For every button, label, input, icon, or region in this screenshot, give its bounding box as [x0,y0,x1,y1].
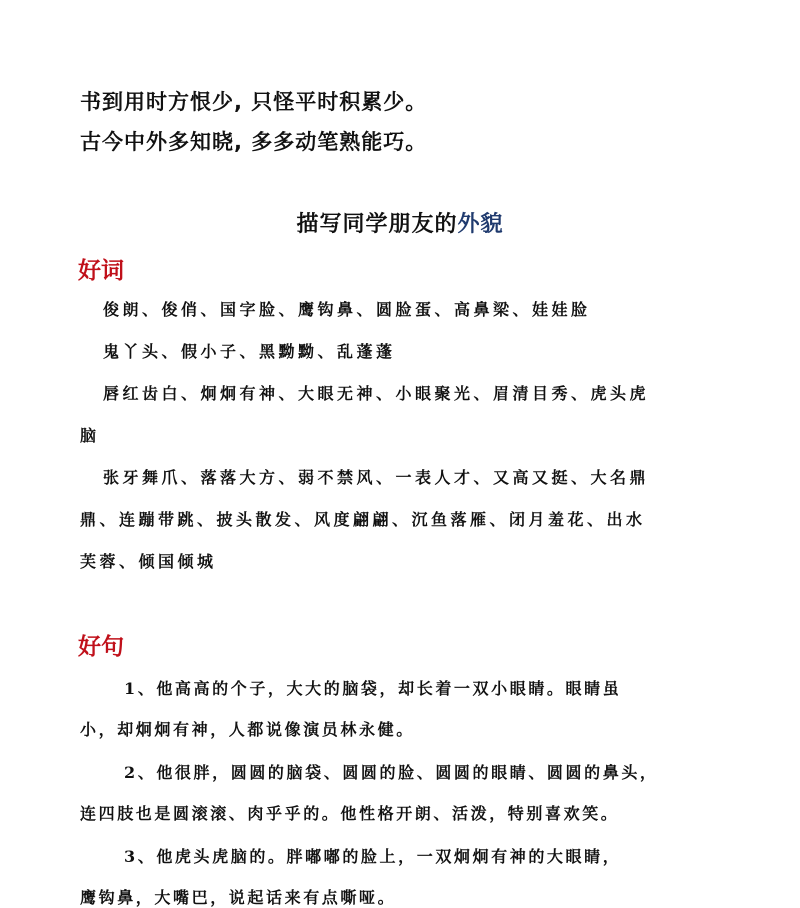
good-words-line-7: 芙蓉、倾国倾城 [80,552,217,571]
good-sentences-line-5: 3、他虎头虎脑的。胖嘟嘟的脸上，一双炯炯有神的大眼睛， [124,847,622,866]
good-words-line-5: 张牙舞爪、落落大方、弱不禁风、一表人才、又高又挺、大名鼎 [103,468,650,487]
good-sentences-line-4: 连四肢也是圆滚滚、肉乎乎的。他性格开朗、活泼，特别喜欢笑。 [80,804,620,823]
page-title-main: 描写同学朋友的 [296,212,458,237]
good-sentences-line-6: 鹰钩鼻，大嘴巴，说起话来有点嘶哑。 [80,888,397,907]
good-words-line-1: 俊朗、俊俏、国字脸、鹰钩鼻、圆脸蛋、高鼻梁、娃娃脸 [103,300,591,319]
motto-line-2: 古今中外多知晓, 多多动笔熟能巧。 [80,130,428,154]
page-title-highlight: 外貌 [457,212,504,237]
good-sentences-line-3: 2、他很胖，圆圆的脑袋、圆圆的脸、圆圆的眼睛、圆圆的鼻头， [124,763,659,782]
good-words-line-6: 鼎、连蹦带跳、披头散发、风度翩翩、沉鱼落雁、闭月羞花、出水 [80,510,646,529]
good-words-line-3: 唇红齿白、炯炯有神、大眼无神、小眼聚光、眉清目秀、虎头虎 [103,384,650,403]
page-title [0,207,800,238]
good-words-line-2: 鬼丫头、假小子、黑黝黝、乱蓬蓬 [103,342,396,361]
good-sentences-line-2: 小，却炯炯有神，人都说像演员林永健。 [80,720,415,739]
motto-line-1: 书到用时方恨少, 只怪平时积累少。 [80,90,428,114]
good-sentences-heading: 好句 [78,634,124,660]
good-words-heading: 好词 [78,258,124,284]
good-sentences-line-1: 1、他高高的个子，大大的脑袋，却长着一双小眼睛。眼睛虽 [124,679,622,698]
good-words-line-4: 脑 [80,426,100,445]
